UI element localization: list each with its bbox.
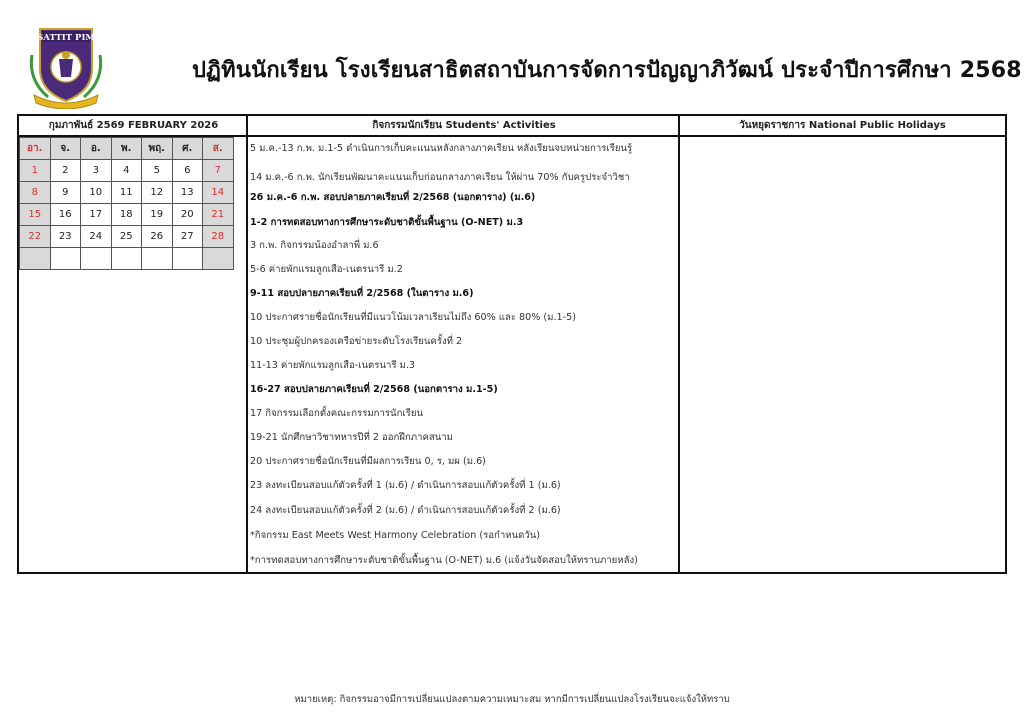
date-cell: 20: [172, 204, 203, 226]
date-cell: 23: [50, 226, 81, 248]
column-divider: [678, 116, 680, 572]
activity-item: 16-27 สอบปลายภาคเรียนที่ 2/2568 (นอกตาราง ม.1-5): [250, 384, 498, 395]
activity-item: 5 ม.ค.-13 ก.พ. ม.1-5 ดำเนินการเก็บคะแนนหลังกลางภาคเรียน หลังเรียนจบหน่วยการเรียนรู้: [250, 143, 633, 154]
activity-item: 17 กิจกรรมเลือกตั้งคณะกรรมการนักเรียน: [250, 408, 424, 419]
date-cell: 26: [142, 226, 173, 248]
activity-item: 26 ม.ค.-6 ก.พ. สอบปลายภาคเรียนที่ 2/2568 (นอกตาราง) (ม.6): [250, 192, 536, 203]
date-cell: 21: [203, 204, 234, 226]
activity-item: 3 ก.พ. กิจกรรมน้องอำลาพี่ ม.6: [250, 240, 379, 251]
activity-item: 20 ประกาศรายชื่อนักเรียนที่มีผลการเรียน 0, ร, มผ (ม.6): [250, 456, 486, 467]
date-cell: 11: [111, 182, 142, 204]
date-cell: 3: [81, 160, 112, 182]
date-cell: [81, 248, 112, 270]
date-cell: [111, 248, 142, 270]
date-cell: [50, 248, 81, 270]
activity-item: 1-2 การทดสอบทางการศึกษาระดับชาติขั้นพื้นฐาน (O-NET) ม.3: [250, 217, 524, 228]
date-cell: 25: [111, 226, 142, 248]
date-cell: 17: [81, 204, 112, 226]
activity-item: 11-13 ค่ายพักแรมลูกเสือ-เนตรนารี ม.3: [250, 360, 416, 371]
logo-text: SATTIT PIM: [37, 33, 95, 43]
date-cell: 9: [50, 182, 81, 204]
date-cell: [20, 248, 51, 270]
activity-item: 23 ลงทะเบียนสอบแก้ตัวครั้งที่ 1 (ม.6) / ดำเนินการสอบแก้ตัวครั้งที่ 1 (ม.6): [250, 480, 561, 491]
activity-item: 9-11 สอบปลายภาคเรียนที่ 2/2568 (ในตาราง ม.6): [250, 288, 474, 299]
school-logo: [26, 25, 106, 109]
date-cell: [172, 248, 203, 270]
date-cell: 5: [142, 160, 173, 182]
date-cell: 15: [20, 204, 51, 226]
activity-item: 10 ประกาศรายชื่อนักเรียนที่มีแนวโน้มเวลาเรียนไม่ถึง 60% และ 80% (ม.1-5): [250, 312, 576, 323]
date-cell: 8: [20, 182, 51, 204]
activity-item: *การทดสอบทางการศึกษาระดับชาติขั้นพื้นฐาน (O-NET) ม.6 (แจ้งวันจัดสอบให้ทราบภายหลัง): [250, 555, 638, 566]
calendar-header: กุมภาพันธ์ 2569 FEBRUARY 2026: [19, 116, 248, 137]
footnote: หมายเหตุ: กิจกรรมอาจมีการเปลี่ยนแปลงตามความเหมาะสม หากมีการเปลี่ยนแปลงโรงเรียนจะแจ้งให้ทราบ: [294, 694, 730, 705]
day-of-week: ส.: [203, 138, 234, 160]
date-cell: 4: [111, 160, 142, 182]
date-cell: 7: [203, 160, 234, 182]
date-cell: 16: [50, 204, 81, 226]
activity-item: 10 ประชุมผู้ปกครองเครือข่ายระดับโรงเรียนครั้งที่ 2: [250, 336, 463, 347]
page-title: ปฏิทินนักเรียน โรงเรียนสาธิตสถาบันการจัดการปัญญาภิวัฒน์ ประจำปีการศึกษา 2568: [192, 58, 1022, 83]
date-cell: 28: [203, 226, 234, 248]
day-of-week: พ.: [111, 138, 142, 160]
activity-item: 5-6 ค่ายพักแรมลูกเสือ-เนตรนารี ม.2: [250, 264, 403, 275]
date-cell: 12: [142, 182, 173, 204]
date-cell: 6: [172, 160, 203, 182]
date-cell: 2: [50, 160, 81, 182]
activity-item: 19-21 นักศึกษาวิชาทหารปีที่ 2 ออกฝึกภาคสนาม: [250, 432, 454, 443]
date-cell: 1: [20, 160, 51, 182]
date-cell: 18: [111, 204, 142, 226]
date-cell: 22: [20, 226, 51, 248]
date-cell: 19: [142, 204, 173, 226]
day-of-week: ศ.: [172, 138, 203, 160]
day-of-week: อา.: [20, 138, 51, 160]
date-cell: [203, 248, 234, 270]
school-crest-icon: [26, 25, 106, 109]
month-grid: [19, 137, 234, 270]
holidays-header: วันหยุดราชการ National Public Holidays: [680, 116, 1005, 137]
column-divider: [246, 116, 248, 572]
date-cell: [142, 248, 173, 270]
date-cell: 14: [203, 182, 234, 204]
day-of-week: อ.: [81, 138, 112, 160]
activity-item: *กิจกรรม East Meets West Harmony Celebration (รอกำหนดวัน): [250, 530, 541, 541]
day-of-week: พฤ.: [142, 138, 173, 160]
date-cell: 27: [172, 226, 203, 248]
day-of-week: จ.: [50, 138, 81, 160]
activities-header: กิจกรรมนักเรียน Students' Activities: [248, 116, 680, 137]
calendar-frame: [17, 114, 1007, 574]
date-cell: 13: [172, 182, 203, 204]
date-cell: 10: [81, 182, 112, 204]
activity-item: 24 ลงทะเบียนสอบแก้ตัวครั้งที่ 2 (ม.6) / ดำเนินการสอบแก้ตัวครั้งที่ 2 (ม.6): [250, 505, 561, 516]
date-cell: 24: [81, 226, 112, 248]
activity-item: 14 ม.ค.-6 ก.พ. นักเรียนพัฒนาคะแนนเก็บก่อนกลางภาคเรียน ให้ผ่าน 70% กับครูประจำวิชา: [250, 172, 630, 183]
